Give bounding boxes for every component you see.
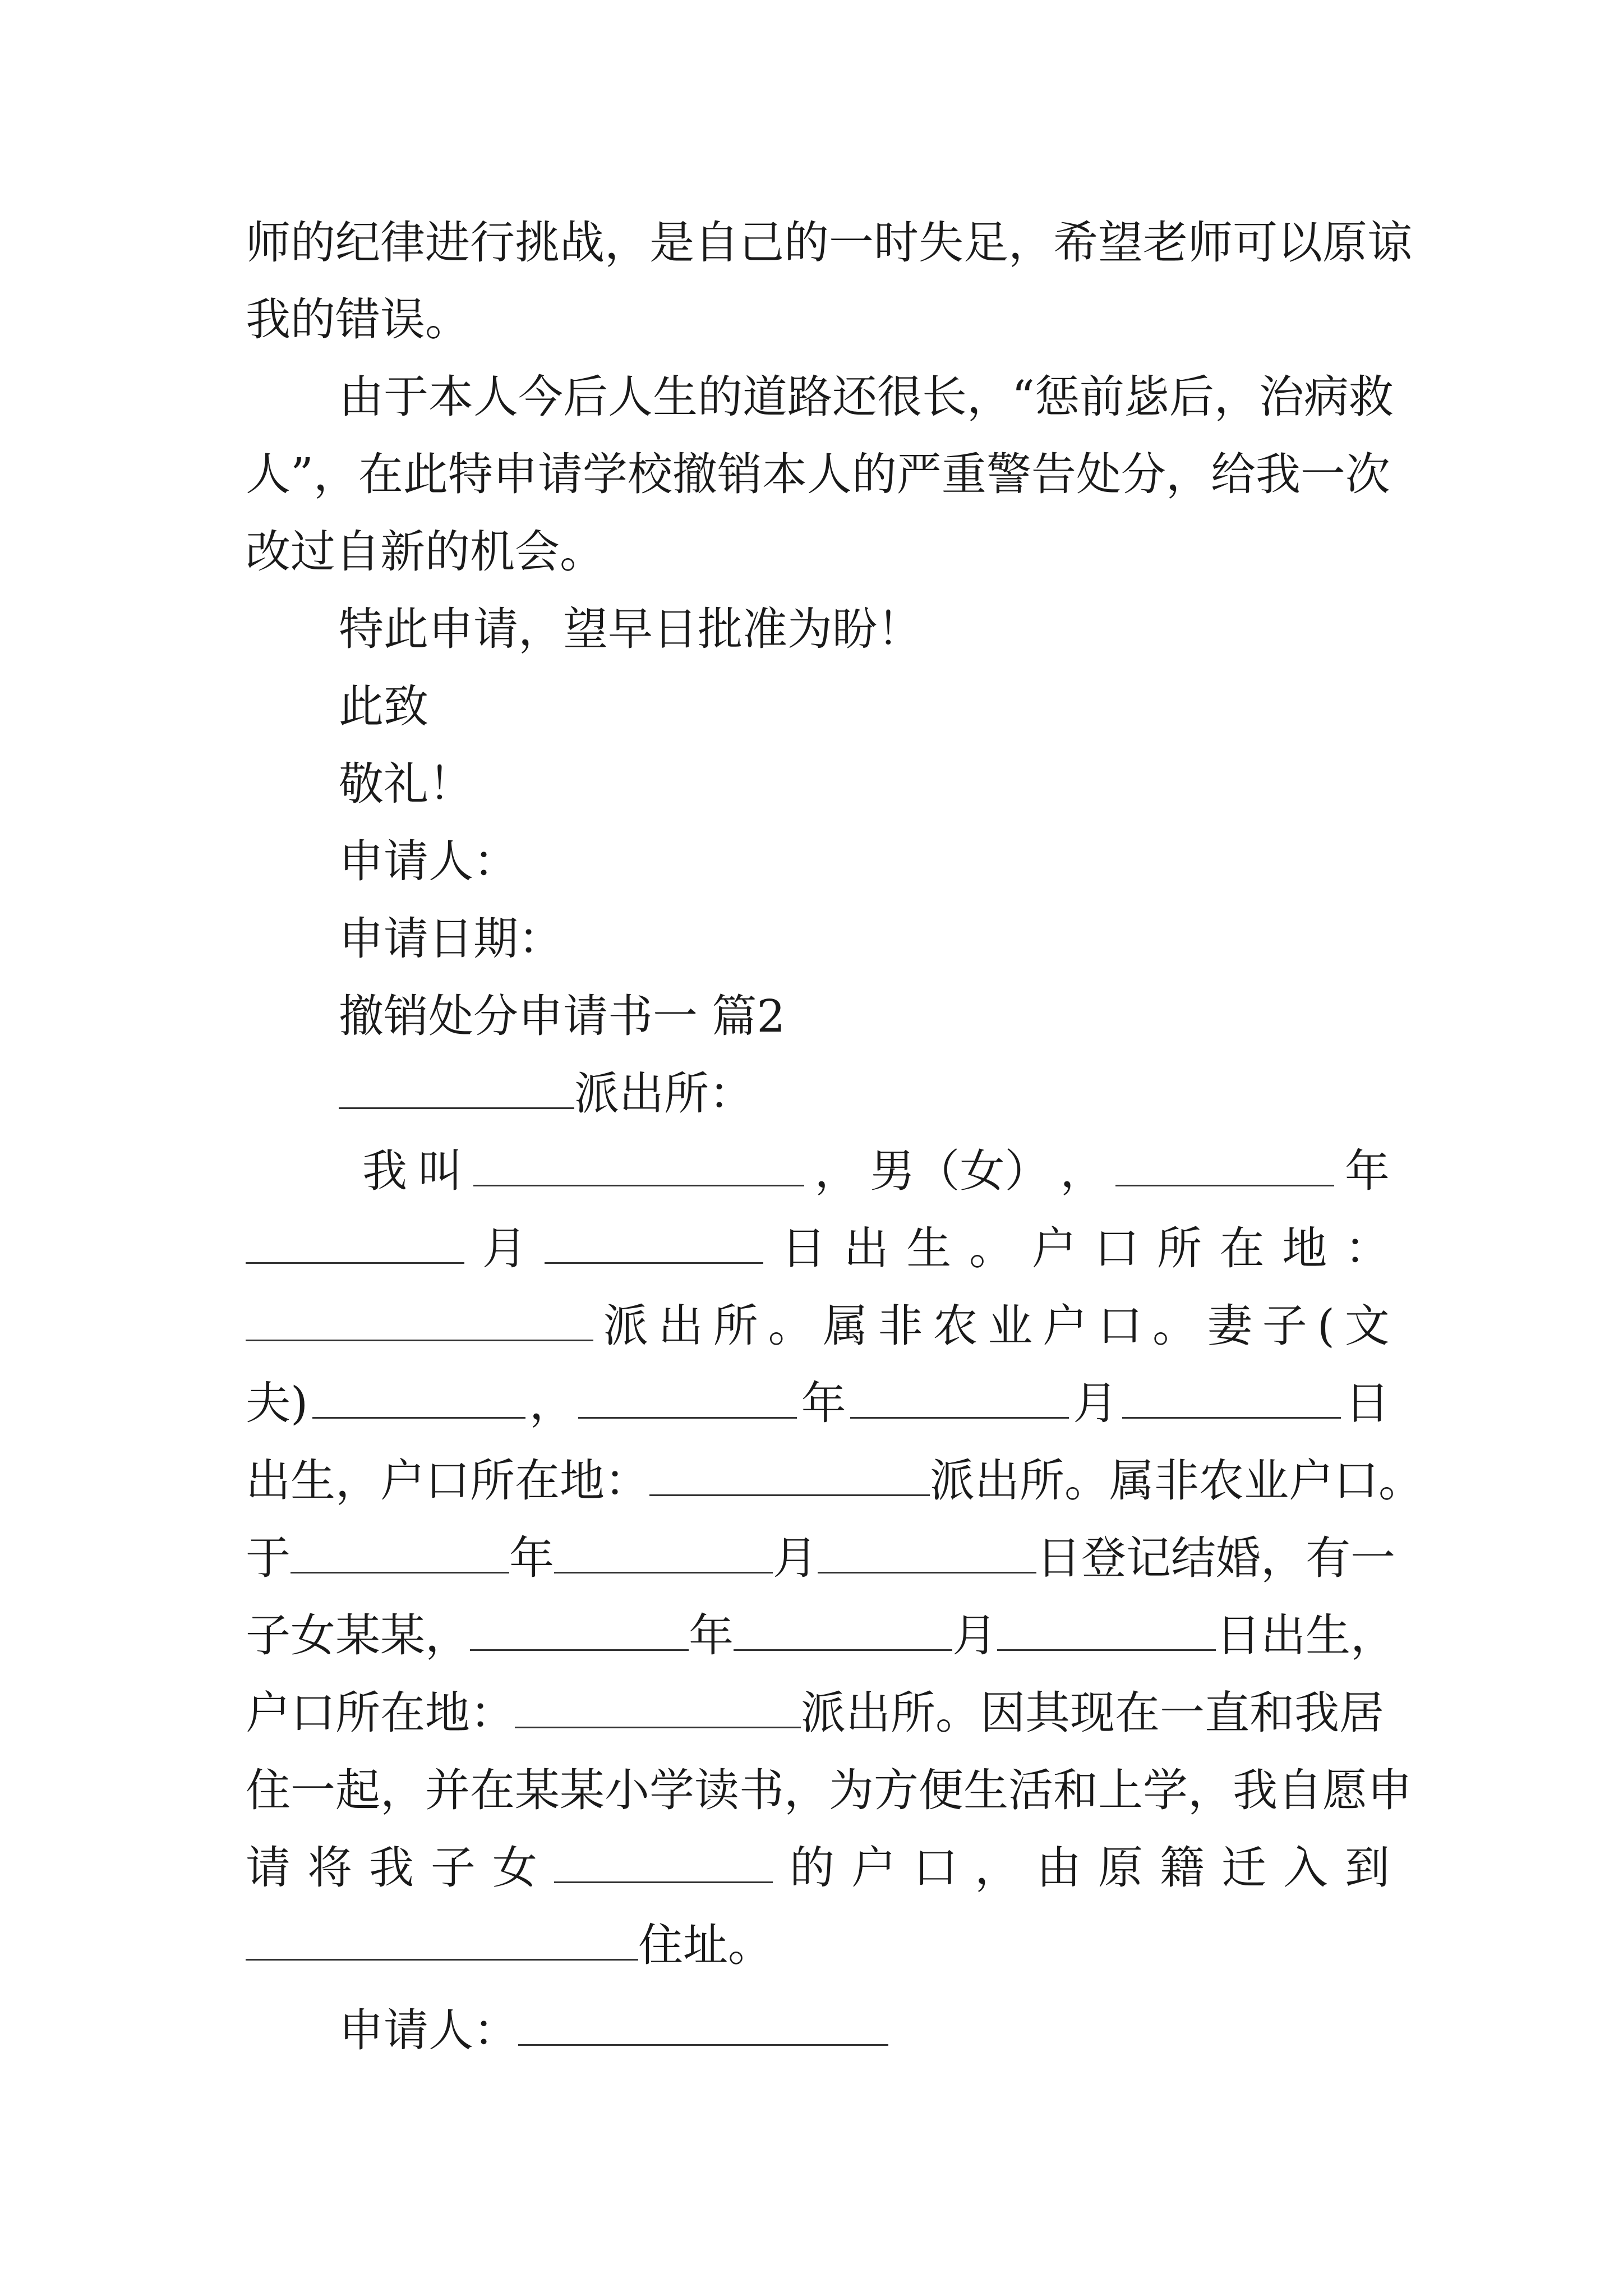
form-line xyxy=(246,1525,1395,1592)
form-text: 出 xyxy=(658,1300,703,1352)
form-text: 户 xyxy=(1031,1222,1077,1274)
form-text: 户 xyxy=(1043,1300,1088,1352)
form-text: 籍 xyxy=(1160,1842,1205,1894)
form-text: 请 xyxy=(246,1842,291,1894)
form-text: 子 xyxy=(431,1842,476,1894)
form-text: 口 xyxy=(1098,1300,1143,1352)
form-text: 年 xyxy=(1344,1145,1390,1197)
form-text: ： xyxy=(1344,1222,1390,1274)
form-text: ， xyxy=(975,1842,1020,1894)
form-text: 住址。 xyxy=(638,1919,773,1971)
fill-blank[interactable] xyxy=(1115,1140,1334,1186)
form-text: 出生，户口所在地： xyxy=(246,1455,649,1507)
paragraph-line: 人”，在此特申请学校撤销本人的严重警告处分，给我一次 xyxy=(246,448,1390,500)
form-text: 所 xyxy=(1156,1222,1202,1274)
paragraph-line: 改过自新的机会。 xyxy=(246,526,605,578)
form-text: 年 xyxy=(689,1609,734,1662)
form-line xyxy=(246,1912,1390,1979)
form-text: 口 xyxy=(1094,1222,1140,1274)
form-text: 所 xyxy=(713,1300,758,1352)
form-text: 的 xyxy=(790,1842,834,1894)
form-text: 文 xyxy=(1344,1300,1390,1352)
form-text: 。 xyxy=(969,1222,1014,1274)
form-text: 派出所： xyxy=(574,1068,754,1120)
form-text: 男（女） xyxy=(870,1145,1050,1197)
fill-blank[interactable] xyxy=(246,1914,638,1961)
form-text: 月 xyxy=(1073,1377,1118,1429)
fill-blank[interactable] xyxy=(578,1372,797,1419)
form-text: 女 xyxy=(492,1842,537,1894)
form-text: 。 xyxy=(768,1300,813,1352)
form-line xyxy=(246,1834,1390,1902)
form-text: 户 xyxy=(851,1842,896,1894)
form-line-station xyxy=(339,1060,1390,1128)
fill-blank[interactable] xyxy=(339,1062,574,1109)
form-line: 住一起，并在某某小学读书，为方便生活和上学，我自愿申 xyxy=(246,1764,1412,1816)
form-text: 日 xyxy=(781,1222,826,1274)
fill-blank[interactable] xyxy=(246,1217,464,1264)
form-text: 日出生， xyxy=(1216,1609,1395,1662)
form-line xyxy=(246,1447,1423,1515)
form-text: 业 xyxy=(988,1300,1033,1352)
closing-salutation: 敬礼！ xyxy=(339,758,473,810)
form-text: 年 xyxy=(801,1377,846,1429)
form-line xyxy=(246,1292,1390,1360)
fill-blank[interactable] xyxy=(818,1527,1036,1573)
form-text: 我 xyxy=(362,1145,407,1197)
form-text: 派 xyxy=(603,1300,648,1352)
fill-blank[interactable] xyxy=(554,1837,773,1883)
date-label: 申请日期： xyxy=(339,913,563,965)
fill-blank[interactable] xyxy=(554,1527,773,1573)
form-text: 户口所在地： xyxy=(246,1687,515,1739)
form-text: 月 xyxy=(952,1609,997,1662)
applicant-label: 申请人： xyxy=(339,835,518,887)
paragraph-line: 师的纪律进行挑战，是自己的一时失足，希望老师可以原谅 xyxy=(246,217,1412,269)
form-text: 生 xyxy=(906,1222,952,1274)
paragraph-line: 我的错误。 xyxy=(246,293,470,346)
form-text: 非 xyxy=(878,1300,923,1352)
form-text: ， xyxy=(529,1377,574,1429)
form-text: 年 xyxy=(509,1532,554,1584)
fill-blank[interactable] xyxy=(997,1604,1216,1651)
form-text: 派出所。因其现在一直和我居 xyxy=(801,1687,1384,1739)
fill-blank[interactable] xyxy=(291,1527,509,1573)
form-text: 于 xyxy=(246,1532,291,1584)
section-title: 撤销处分申请书一 篇2 xyxy=(339,990,786,1042)
form-text: 由 xyxy=(1036,1842,1081,1894)
form-text: 在 xyxy=(1219,1222,1265,1274)
form-text: 子 xyxy=(1262,1300,1307,1352)
fill-blank[interactable] xyxy=(246,1295,593,1341)
form-line xyxy=(246,1215,1390,1282)
form-text: 叫 xyxy=(417,1145,463,1197)
form-text: ， xyxy=(1060,1145,1105,1197)
form-text: 原 xyxy=(1098,1842,1143,1894)
fill-blank[interactable] xyxy=(312,1372,525,1419)
form-text: 口 xyxy=(913,1842,958,1894)
form-text: 月 xyxy=(773,1532,818,1584)
closing-salutation: 此致 xyxy=(339,680,428,733)
form-text: 我 xyxy=(369,1842,414,1894)
form-text: 月 xyxy=(482,1222,527,1274)
paragraph-line: 由于本人今后人生的道路还很长，“惩前毖后，治病救 xyxy=(339,371,1394,423)
form-text: 农 xyxy=(933,1300,978,1352)
form-text: 到 xyxy=(1345,1842,1390,1894)
fill-blank[interactable] xyxy=(545,1217,763,1264)
form-text: 入 xyxy=(1283,1842,1328,1894)
fill-blank[interactable] xyxy=(473,1140,804,1186)
fill-blank[interactable] xyxy=(649,1450,930,1496)
fill-blank[interactable] xyxy=(734,1604,952,1651)
form-text: 将 xyxy=(307,1842,352,1894)
form-line xyxy=(362,1138,1390,1205)
form-line xyxy=(246,1370,1390,1437)
form-text: 夫) xyxy=(246,1377,308,1429)
form-text: 派出所。属非农业户口。 xyxy=(930,1455,1423,1507)
closing-request: 特此申请，望早日批准为盼！ xyxy=(339,603,922,655)
form-text: 属 xyxy=(823,1300,868,1352)
form-line xyxy=(246,1602,1395,1669)
fill-blank[interactable] xyxy=(1122,1372,1341,1419)
form-text: 子女某某， xyxy=(246,1609,470,1662)
form-text: 地 xyxy=(1282,1222,1327,1274)
form-text: 日 xyxy=(1344,1377,1390,1429)
form-text: 出 xyxy=(843,1222,889,1274)
form-line xyxy=(246,1680,1390,1747)
fill-blank[interactable] xyxy=(515,1682,801,1728)
fill-blank[interactable] xyxy=(518,1999,888,2046)
form-text: 迁 xyxy=(1221,1842,1266,1894)
form-text: 申请人： xyxy=(339,2004,518,2056)
form-text: 。 xyxy=(1152,1300,1197,1352)
form-text: ( xyxy=(1317,1300,1335,1352)
form-text: 妻 xyxy=(1207,1300,1252,1352)
form-line-applicant xyxy=(339,1997,1390,2064)
form-text: ， xyxy=(814,1145,860,1197)
form-text: 日登记结婚，有一 xyxy=(1036,1532,1395,1584)
fill-blank[interactable] xyxy=(850,1372,1069,1419)
fill-blank[interactable] xyxy=(470,1604,689,1651)
